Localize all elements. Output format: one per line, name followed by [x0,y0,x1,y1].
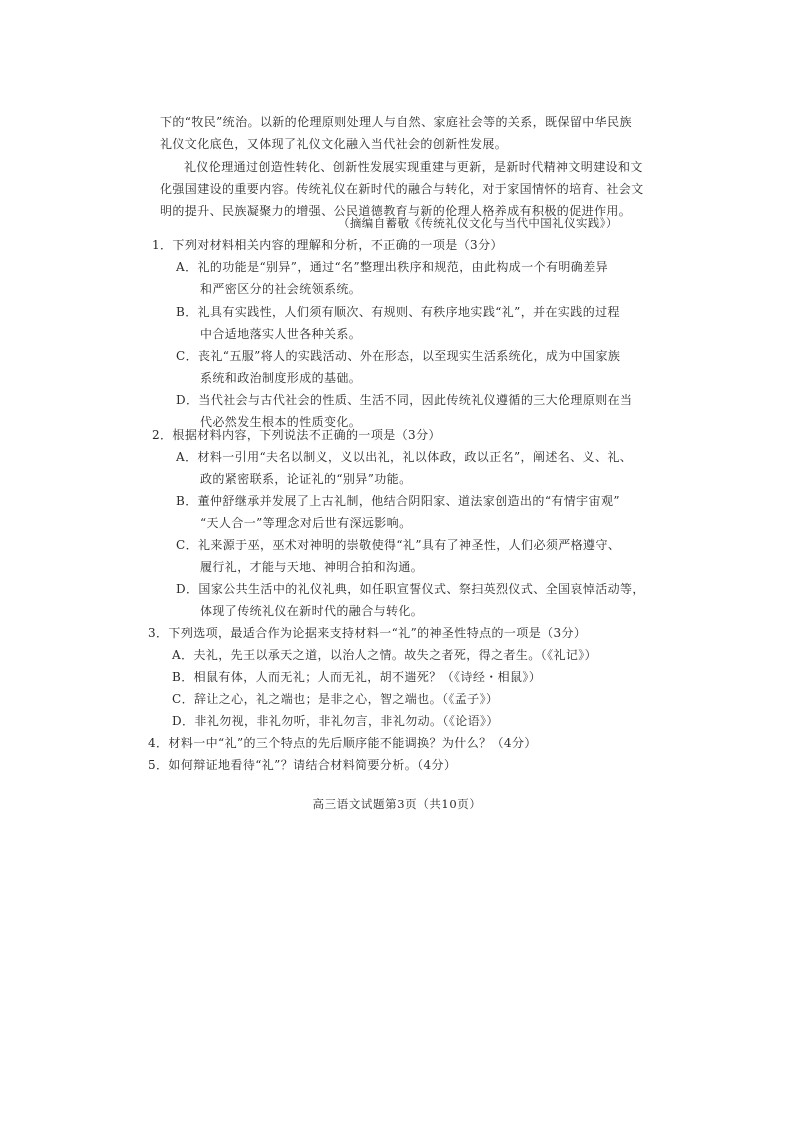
question-1-option-a: A．礼的功能是“别异”，通过“名”整理出秩序和规范，由此构成一个有明确差异 [176,260,609,274]
question-1-option-b: B．礼具有实践性，人们须有顺次、有规则、有秩序地实践“礼”，并在实践的过程 [176,305,620,319]
question-5: 5．如何辩证地看待“礼”？请结合材料简要分析。（4分） [148,758,457,772]
question-2-option-a: A．材料一引用“夫名以制义，义以出礼，礼以体政，政以正名”，阐述名、义、礼、 [176,450,633,464]
question-1-option-c-cont: 系统和政治制度形成的基础。 [200,371,362,385]
passage-line-3: 礼仪伦理通过创造性转化、创新性发展实现重建与更新，是新时代精神文明建设和文 [184,160,643,174]
question-2-option-d: D．国家公共生活中的礼仪礼典，如任职宣誓仪式、祭扫英烈仪式、全国哀悼活动等， [176,582,645,596]
question-2-option-c: C．礼来源于巫，巫术对神明的崇敬使得“礼”具有了神圣性，人们必须严格遵守、 [176,538,621,552]
question-1-option-c: C．丧礼“五服”将人的实践活动、外在形态，以至现实生活系统化，成为中国家族 [176,349,621,363]
question-2-option-a-cont: 政的紧密联系，论证礼的“别异”功能。 [200,472,412,486]
question-1-option-b-cont: 中合适地落实人世各种关系。 [200,327,362,341]
question-1-option-a-cont: 和严密区分的社会统领系统。 [200,282,362,296]
question-2-option-c-cont: 履行礼，才能与天地、神明合拍和沟通。 [200,560,424,574]
question-4: 4．材料一中“礼”的三个特点的先后顺序能不能调换？为什么？（4分） [148,736,537,750]
question-2-option-b-cont: “天人合一”等理念对后世有深远影响。 [200,516,412,530]
question-3-option-b: B．相鼠有体，人而无礼；人而无礼，胡不遄死？（《诗经・相鼠》） [172,670,542,684]
question-2-option-d-cont: 体现了传统礼仪在新时代的融合与转化。 [200,604,424,618]
passage-source: （摘编自蓄敬《传统礼仪文化与当代中国礼仪实践》） [338,216,618,230]
passage-line-1: 下的“牧民”统治。以新的伦理原则处理人与自然、家庭社会等的关系，既保留中华民族 [160,115,632,129]
passage-line-4: 化强国建设的重要内容。传统礼仪在新时代的融合与转化，对于家国情怀的培育、社会文 [160,182,644,196]
question-1-option-d-cont: 代必然发生根本的性质变化。 [200,415,362,429]
question-2-option-b: B．董仲舒继承并发展了上古礼制，他结合阴阳家、道法家创造出的“有情宇宙观” [176,494,620,508]
question-2-stem: 2．根据材料内容，下列说法不正确的一项是（3分） [152,428,441,442]
question-3-stem: 3．下列选项，最适合作为论据来支持材料一“礼”的神圣性特点的一项是（3分） [148,626,587,640]
question-3-option-d: D．非礼勿视，非礼勿听，非礼勿言，非礼勿动。（《论语》） [172,714,499,728]
page-footer: 高三语文试题第3页（共10页） [312,797,482,811]
passage-line-2: 礼仪文化底色，又体现了礼仪文化融入当代社会的创新性发展。 [160,137,508,151]
question-3-option-c: C．辞让之心，礼之端也；是非之心，智之端也。（《孟子》） [172,692,499,706]
passage-line-5: 明的提升、民族凝聚力的增强、公民道德教育与新的伦理人格养成有积极的促进作用。 [160,204,632,218]
question-3-option-a: A．夫礼，先王以承天之道，以治人之情。故失之者死，得之者生。（《礼记》） [172,648,598,662]
question-1-option-d: D．当代社会与古代社会的性质、生活不同，因此传统礼仪遵循的三大伦理原则在当 [176,393,633,407]
question-1-stem: 1．下列对材料相关内容的理解和分析，不正确的一项是（3分） [152,238,503,252]
